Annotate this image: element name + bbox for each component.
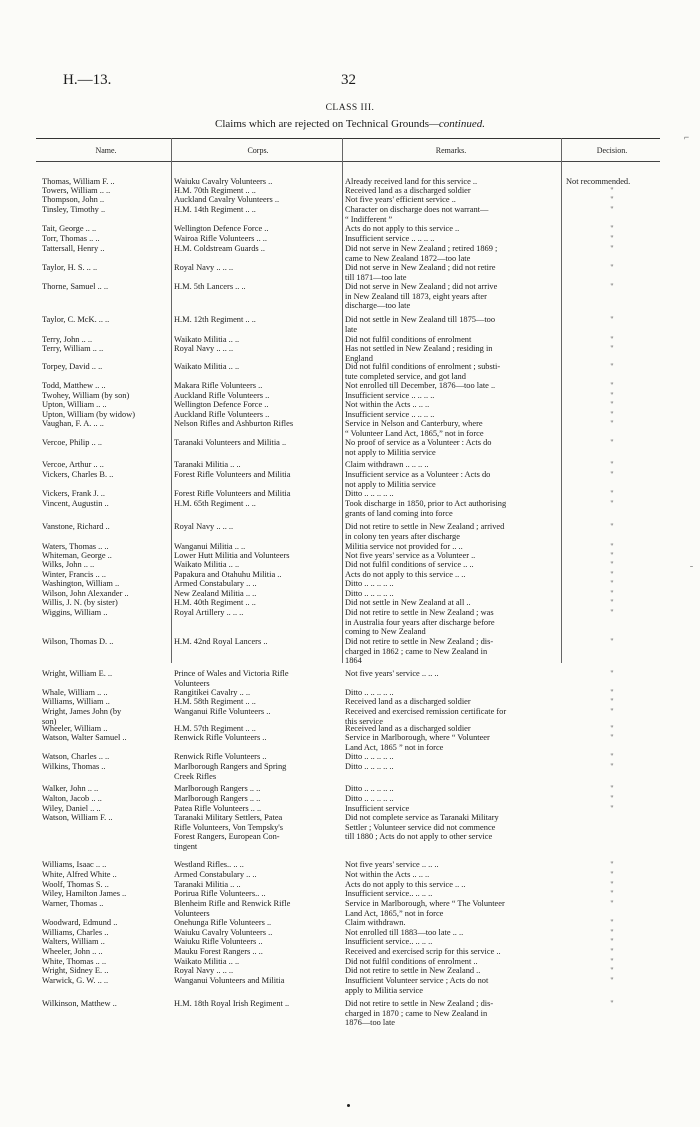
remarks-cell: Acts do not apply to this service .. .. xyxy=(345,570,466,579)
remarks-cell: Insufficient service .. .. .. .. xyxy=(345,391,435,400)
decision-cell: " xyxy=(610,499,614,508)
remarks-cell: Not enrolled till 1883—too late .. .. xyxy=(345,928,464,937)
claimant-name: Upton, William .. .. xyxy=(42,400,107,409)
corps-cell: Westland Rifles.. .. .. xyxy=(174,860,244,869)
claimant-name: Vercoe, Philip .. .. xyxy=(42,438,103,447)
remarks-cell-continued: discharge—too late xyxy=(345,301,411,311)
corps-cell: Waikato Militia .. .. xyxy=(174,362,240,371)
remarks-cell: Did not settle in New Zealand till 1875—too xyxy=(345,315,496,324)
column-divider xyxy=(561,138,562,663)
decision-cell: " xyxy=(610,918,614,927)
claimant-name: Walton, Jacob .. .. xyxy=(42,794,102,803)
corps-cell: Royal Artillery .. .. .. xyxy=(174,608,244,617)
decision-cell: " xyxy=(610,224,614,233)
claimant-name: Williams, William .. xyxy=(42,697,110,706)
remarks-cell-continued: in colony ten years after discharge xyxy=(345,531,460,541)
claimant-name: Willis, J. N. (by sister) xyxy=(42,598,118,607)
decision-cell: " xyxy=(610,344,614,353)
table-subtitle xyxy=(0,118,700,130)
claimant-name: Vickers, Charles B. .. xyxy=(42,470,114,479)
decision-cell: " xyxy=(610,733,614,742)
claimant-name: Wilks, John .. .. xyxy=(42,560,95,569)
subtitle-lead: Claims which are rejected on Technical Grounds xyxy=(215,118,430,130)
remarks-cell-continued: late xyxy=(345,324,358,334)
claimant-name: Wright, James John (by xyxy=(42,707,122,716)
decision-cell: " xyxy=(610,669,614,678)
corps-cell: Waikato Militia .. .. xyxy=(174,957,240,966)
remarks-cell: Not five years' service as a Volunteer .. xyxy=(345,551,476,560)
remarks-cell-continued: apply to Militia service xyxy=(345,985,423,995)
decision-cell: " xyxy=(610,889,614,898)
decision-cell: " xyxy=(610,784,614,793)
claimant-name: White, Thomas .. .. xyxy=(42,957,107,966)
decision-cell: " xyxy=(610,391,614,400)
corps-cell: Wellington Defence Force .. xyxy=(174,400,269,409)
decision-cell: " xyxy=(610,419,614,428)
claimant-name: Woolf, Thomas S. .. xyxy=(42,880,109,889)
corps-cell: Wairoa Rifle Volunteers .. .. xyxy=(174,234,267,243)
decision-cell: " xyxy=(610,966,614,975)
remarks-cell: Already received land for this service .. xyxy=(345,177,478,186)
corps-cell: H.M. 18th Royal Irish Regiment .. xyxy=(174,999,290,1008)
remarks-cell-continued: coming to New Zealand xyxy=(345,627,426,637)
corps-cell: Taranaki Militia .. .. xyxy=(174,880,241,889)
corps-cell: Taranaki Volunteers and Militia .. xyxy=(174,438,287,447)
corps-cell: Onehunga Rifle Volunteers .. xyxy=(174,918,272,927)
corps-cell: Waikato Militia .. .. xyxy=(174,560,240,569)
corps-cell: Renwick Rifle Volunteers .. xyxy=(174,752,267,761)
column-header-name: Name. xyxy=(95,146,117,155)
decision-cell: " xyxy=(610,362,614,371)
remarks-cell-continued: 1864 xyxy=(345,656,362,666)
corps-cell: Prince of Wales and Victoria Rifle xyxy=(174,669,289,678)
decision-cell: " xyxy=(610,794,614,803)
remarks-cell-continued: “ Indifferent ” xyxy=(345,214,393,224)
decision-cell: " xyxy=(610,551,614,560)
decision-cell: " xyxy=(610,928,614,937)
corps-cell: H.M. 5th Lancers .. .. xyxy=(174,282,246,291)
decision-cell: " xyxy=(610,688,614,697)
claimant-name: Whiteman, George .. xyxy=(42,551,112,560)
decision-cell: " xyxy=(610,724,614,733)
claimant-name: Vaughan, F. A. .. .. xyxy=(42,419,104,428)
decision-cell: " xyxy=(610,282,614,291)
claimant-name: Tattersall, Henry .. xyxy=(42,244,105,253)
claimant-name: Towers, William .. .. xyxy=(42,186,111,195)
decision-cell: " xyxy=(610,560,614,569)
corps-cell: Waiuku Rifle Volunteers .. xyxy=(174,937,263,946)
remarks-cell: Insufficient service as a Volunteer : Acts do xyxy=(345,470,491,479)
corps-cell: H.M. 42nd Royal Lancers .. xyxy=(174,637,268,646)
claimant-name: Wright, Sidney E. .. xyxy=(42,966,109,975)
remarks-cell: Ditto .. .. .. .. .. xyxy=(345,752,394,761)
remarks-cell: Ditto .. .. .. .. .. xyxy=(345,784,394,793)
corps-cell: Royal Navy .. .. .. xyxy=(174,522,234,531)
decision-cell: " xyxy=(610,205,614,214)
claimant-name: Wilson, John Alexander .. xyxy=(42,589,129,598)
claimant-name: Warwick, G. W. .. .. xyxy=(42,976,109,985)
page-bullet xyxy=(347,1104,350,1107)
decision-cell: " xyxy=(610,608,614,617)
claimant-name: Wheeler, John .. .. xyxy=(42,947,103,956)
claimant-name: Todd, Matthew .. .. xyxy=(42,381,106,390)
claimant-name: Twohey, William (by son) xyxy=(42,391,130,400)
column-divider xyxy=(171,138,172,663)
claimant-name: Vercoe, Arthur .. .. xyxy=(42,460,104,469)
corps-cell: Taranaki Militia .. .. xyxy=(174,460,241,469)
remarks-cell-continued: not apply to Militia service xyxy=(345,479,436,489)
claimant-name: Tait, George .. .. xyxy=(42,224,97,233)
decision-cell: " xyxy=(610,195,614,204)
remarks-cell: Received and exercised remission certificate for xyxy=(345,707,507,716)
remarks-cell-continued: in Australia four years after discharge before xyxy=(345,617,495,627)
claimant-name: Walker, John .. .. xyxy=(42,784,99,793)
claimant-name: Wilson, Thomas D. .. xyxy=(42,637,114,646)
decision-cell: " xyxy=(610,263,614,272)
column-header-decision: Decision. xyxy=(596,146,628,155)
corps-cell: Makara Rifle Volunteers .. xyxy=(174,381,263,390)
corps-cell: Royal Navy .. .. .. xyxy=(174,966,234,975)
column-divider xyxy=(342,138,343,663)
claimant-name: Upton, William (by widow) xyxy=(42,410,136,419)
claimant-name: Watson, Walter Samuel .. xyxy=(42,733,127,742)
margin-mark: ˗ xyxy=(690,560,693,570)
remarks-cell-continued: charged in 1870 ; came to New Zealand in xyxy=(345,1008,488,1018)
corps-cell-continued: tingent xyxy=(174,842,198,852)
remarks-cell: Received land as a discharged soldier xyxy=(345,697,471,706)
remarks-cell: Did not retire to settle in New Zealand ; was xyxy=(345,608,494,617)
corps-cell: Papakura and Otahuhu Militia .. xyxy=(174,570,282,579)
claimant-name: Torr, Thomas .. .. xyxy=(42,234,100,243)
remarks-cell: Insufficient Volunteer service ; Acts do not xyxy=(345,976,489,985)
remarks-cell: Acts do not apply to this service .. .. xyxy=(345,880,466,889)
claimant-name: Whale, William .. .. xyxy=(42,688,108,697)
claimant-name: Waters, Thomas .. .. xyxy=(42,542,109,551)
remarks-cell: Did not retire to settle in New Zealand ; dis- xyxy=(345,999,494,1008)
remarks-cell-continued: came to New Zealand 1872—too late xyxy=(345,253,471,263)
decision-cell: " xyxy=(610,579,614,588)
claimant-name: Washington, William .. xyxy=(42,579,120,588)
claimant-name: Tinsley, Timothy .. xyxy=(42,205,106,214)
remarks-cell: Not enrolled till December, 1876—too late .. xyxy=(345,381,496,390)
remarks-cell: Ditto .. .. .. .. .. xyxy=(345,688,394,697)
remarks-cell: No proof of service as a Volunteer : Acts do xyxy=(345,438,492,447)
corps-cell-continued: Creek Rifles xyxy=(174,771,217,781)
remarks-cell: Did not serve in New Zealand ; did not arrive xyxy=(345,282,498,291)
table-top-rule xyxy=(36,138,660,139)
claimant-name: Winter, Francis .. .. xyxy=(42,570,106,579)
claimant-name: Wright, William E. .. xyxy=(42,669,113,678)
remarks-cell-continued: Land Act, 1865 ” not in force xyxy=(345,742,444,752)
decision-cell: " xyxy=(610,947,614,956)
class-title: CLASS III. xyxy=(325,103,375,113)
remarks-cell: Did not fulfil conditions of enrolment xyxy=(345,335,472,344)
corps-cell: Marlborough Rangers .. .. xyxy=(174,784,261,793)
corps-cell: Auckland Rifle Volunteers .. xyxy=(174,391,270,400)
corps-cell: H.M. 58th Regiment .. .. xyxy=(174,697,256,706)
corps-cell: Wanganui Volunteers and Militia xyxy=(174,976,285,985)
remarks-cell: Ditto .. .. .. .. .. xyxy=(345,589,394,598)
corps-cell: H.M. 12th Regiment .. .. xyxy=(174,315,256,324)
corps-cell: Auckland Cavalry Volunteers .. xyxy=(174,195,280,204)
corps-cell: H.M. 40th Regiment .. .. xyxy=(174,598,256,607)
page-number: 32 xyxy=(341,72,356,88)
decision-cell: " xyxy=(610,234,614,243)
claimant-name: Wiley, Hamilton James .. xyxy=(42,889,127,898)
claimant-name: White, Alfred White .. xyxy=(42,870,117,879)
corps-cell-continued: Volunteers xyxy=(174,678,210,688)
claimant-name: Williams, Charles .. xyxy=(42,928,109,937)
decision-cell: " xyxy=(610,186,614,195)
remarks-cell-continued: Land Act, 1865,” not in force xyxy=(345,908,444,918)
claimant-name: Terry, John .. .. xyxy=(42,335,93,344)
corps-cell: Taranaki Military Settlers, Patea xyxy=(174,813,283,822)
remarks-cell: Ditto .. .. .. .. .. xyxy=(345,579,394,588)
decision-cell: " xyxy=(610,598,614,607)
remarks-cell: Did not fulfil conditions of enrolment .. xyxy=(345,957,478,966)
remarks-cell: Acts do not apply to this service .. xyxy=(345,224,460,233)
claimant-name: Wilkins, Thomas .. xyxy=(42,762,106,771)
corps-cell: New Zealand Militia .. .. xyxy=(174,589,257,598)
corps-cell: Wanganui Rifle Volunteers .. xyxy=(174,707,271,716)
corps-cell: Marlborough Rangers .. .. xyxy=(174,794,261,803)
corps-cell: Waiuku Cavalry Volunteers .. xyxy=(174,928,273,937)
decision-cell: " xyxy=(610,860,614,869)
remarks-cell: Did not retire to settle in New Zealand ; arrived xyxy=(345,522,505,531)
corps-cell: Royal Navy .. .. .. xyxy=(174,344,234,353)
corps-cell: Waiuku Cavalry Volunteers .. xyxy=(174,177,273,186)
claimant-name: Warner, Thomas .. xyxy=(42,899,104,908)
corps-cell-continued: Forest Rangers, European Con- xyxy=(174,832,280,842)
claimant-name: Taylor, C. McK. .. .. xyxy=(42,315,110,324)
corps-cell: Wellington Defence Force .. xyxy=(174,224,269,233)
decision-cell: " xyxy=(610,381,614,390)
corps-cell-continued: Rifle Volunteers, Von Tempsky's xyxy=(174,822,284,832)
remarks-cell: Service in Marlborough, where “ The Volunteer xyxy=(345,899,505,908)
claimant-name: Thomas, William F. .. xyxy=(42,177,115,186)
remarks-cell-continued: till 1871—too late xyxy=(345,272,407,282)
remarks-cell: Not five years' efficient service .. xyxy=(345,195,456,204)
remarks-cell: Took discharge in 1850, prior to Act authorising xyxy=(345,499,507,508)
corps-cell: Wanganui Militia .. .. xyxy=(174,542,246,551)
corps-cell: Royal Navy .. .. .. xyxy=(174,263,234,272)
claimant-name: Wiggins, William .. xyxy=(42,608,108,617)
claimant-name: Watson, William F. .. xyxy=(42,813,113,822)
corps-cell: Armed Constabulary .. .. xyxy=(174,579,257,588)
claimant-name: Vincent, Augustin .. xyxy=(42,499,109,508)
corps-cell: Blenheim Rifle and Renwick Rifle xyxy=(174,899,291,908)
remarks-cell: Did not serve in New Zealand ; did not retire xyxy=(345,263,496,272)
remarks-cell: Not five years' service .. .. .. xyxy=(345,860,439,869)
remarks-cell-continued: England xyxy=(345,353,373,363)
corps-cell: Auckland Rifle Volunteers .. xyxy=(174,410,270,419)
remarks-cell: Received land as a discharged soldier xyxy=(345,186,471,195)
claimant-name: Woodward, Edmund .. xyxy=(42,918,118,927)
decision-cell: " xyxy=(610,470,614,479)
remarks-cell: Did not complete service as Taranaki Military xyxy=(345,813,499,822)
decision-cell: " xyxy=(610,522,614,531)
decision-cell: " xyxy=(610,976,614,985)
corps-cell: H.M. Coldstream Guards .. xyxy=(174,244,265,253)
claimant-name: Thorne, Samuel .. .. xyxy=(42,282,109,291)
remarks-cell: Has not settled in New Zealand ; residing in xyxy=(345,344,493,353)
decision-cell: " xyxy=(610,637,614,646)
remarks-cell: Ditto .. .. .. .. .. xyxy=(345,762,394,771)
remarks-cell-continued: “ Volunteer Land Act, 1865,” not in force xyxy=(345,428,484,438)
remarks-cell: Did not retire to settle in New Zealand .. xyxy=(345,966,481,975)
table-header-rule xyxy=(36,161,660,162)
corps-cell: Nelson Rifles and Ashburton Rifles xyxy=(174,419,294,428)
remarks-cell-continued: 1876—too late xyxy=(345,1018,396,1028)
claimant-name: Torpey, David .. .. xyxy=(42,362,103,371)
decision-cell: " xyxy=(610,315,614,324)
corps-cell: Rangitikei Cavalry .. .. xyxy=(174,688,251,697)
claimant-name: Taylor, H. S. .. .. xyxy=(42,263,98,272)
document-reference: H.—13. xyxy=(63,72,112,88)
remarks-cell: Not within the Acts .. .. .. xyxy=(345,870,430,879)
decision-cell: " xyxy=(610,410,614,419)
corps-cell: H.M. 65th Regiment .. .. xyxy=(174,499,256,508)
decision-cell: " xyxy=(610,244,614,253)
decision-cell: " xyxy=(610,870,614,879)
claimant-name: Watson, Charles .. .. xyxy=(42,752,110,761)
claimant-name: Wiley, Daniel .. .. xyxy=(42,804,101,813)
decision-cell: " xyxy=(610,999,614,1008)
remarks-cell-continued: tute completed service, and got land xyxy=(345,371,466,381)
subtitle-continued: —continued. xyxy=(429,118,485,130)
remarks-cell: Service in Nelson and Canterbury, where xyxy=(345,419,483,428)
corps-cell: Patea Rifle Volunteers .. .. xyxy=(174,804,262,813)
decision-cell: " xyxy=(610,697,614,706)
remarks-cell-continued: charged in 1862 ; came to New Zealand in xyxy=(345,646,488,656)
remarks-cell: Did not fulfil conditions of service .. .. xyxy=(345,560,474,569)
remarks-cell: Insufficient service .. .. .. .. xyxy=(345,234,435,243)
decision-cell: " xyxy=(610,570,614,579)
decision-cell: " xyxy=(610,804,614,813)
corps-cell: Armed Constabulary .. .. xyxy=(174,870,257,879)
margin-mark: ⌐ xyxy=(684,132,690,142)
decision-cell: " xyxy=(610,335,614,344)
remarks-cell: Did not fulfil conditions of enrolment ; substi- xyxy=(345,362,501,371)
decision-cell: " xyxy=(610,400,614,409)
column-header-remarks: Remarks. xyxy=(435,146,467,155)
decision-cell: " xyxy=(610,707,614,716)
corps-cell: Renwick Rifle Volunteers .. xyxy=(174,733,267,742)
remarks-cell: Not within the Acts .. .. .. xyxy=(345,400,430,409)
corps-cell: Porirua Rifle Volunteers.. .. xyxy=(174,889,266,898)
remarks-cell-continued: in New Zealand till 1873, eight years after xyxy=(345,291,487,301)
claimant-name: Wilkinson, Matthew .. xyxy=(42,999,117,1008)
corps-cell: H.M. 14th Regiment .. .. xyxy=(174,205,256,214)
remarks-cell: Militia service not provided for .. .. xyxy=(345,542,463,551)
remarks-cell: Insufficient service.. .. .. .. xyxy=(345,937,433,946)
remarks-cell: Ditto .. .. .. .. .. xyxy=(345,794,394,803)
claimant-name: Terry, William .. .. xyxy=(42,344,104,353)
column-header-corps: Corps. xyxy=(247,146,269,155)
decision-cell: " xyxy=(610,880,614,889)
remarks-cell: Ditto .. .. .. .. .. xyxy=(345,489,394,498)
claimant-name: Vanstone, Richard .. xyxy=(42,522,110,531)
remarks-cell: Received and exercised scrip for this service .. xyxy=(345,947,501,956)
decision-cell: Not recommended. xyxy=(566,177,631,186)
remarks-cell: Received land as a discharged soldier xyxy=(345,724,471,733)
corps-cell: Mauku Forest Rangers .. .. xyxy=(174,947,263,956)
decision-cell: " xyxy=(610,957,614,966)
decision-cell: " xyxy=(610,460,614,469)
claimant-name: Wheeler, William .. xyxy=(42,724,108,733)
remarks-cell: Claim withdrawn. xyxy=(345,918,406,927)
remarks-cell: Character on discharge does not warrant— xyxy=(345,205,489,214)
remarks-cell: Not five years' service .. .. .. xyxy=(345,669,439,678)
decision-cell: " xyxy=(610,762,614,771)
remarks-cell: Insufficient service .. .. .. .. xyxy=(345,410,435,419)
corps-cell: Forest Rifle Volunteers and Militia xyxy=(174,470,291,479)
remarks-cell: Did not settle in New Zealand at all .. xyxy=(345,598,471,607)
corps-cell: Waikato Militia .. .. xyxy=(174,335,240,344)
corps-cell: H.M. 57th Regiment .. .. xyxy=(174,724,256,733)
decision-cell: " xyxy=(610,937,614,946)
remarks-cell: Did not retire to settle in New Zealand ; dis- xyxy=(345,637,494,646)
remarks-cell: Did not serve in New Zealand ; retired 1869 ; xyxy=(345,244,498,253)
remarks-cell: Insufficient service xyxy=(345,804,410,813)
remarks-cell: Claim withdrawn .. .. .. .. xyxy=(345,460,429,469)
corps-cell: Lower Hutt Militia and Volunteers xyxy=(174,551,290,560)
decision-cell: " xyxy=(610,489,614,498)
claimant-name: Walters, William .. xyxy=(42,937,105,946)
corps-cell-continued: Volunteers xyxy=(174,908,210,918)
decision-cell: " xyxy=(610,542,614,551)
decision-cell: " xyxy=(610,752,614,761)
claimant-name: Williams, Isaac .. .. xyxy=(42,860,107,869)
remarks-cell: Service in Marlborough, where “ Volunteer xyxy=(345,733,490,742)
corps-cell: Forest Rifle Volunteers and Militia xyxy=(174,489,291,498)
remarks-cell-continued: grants of land coming into force xyxy=(345,508,453,518)
corps-cell: Marlborough Rangers and Spring xyxy=(174,762,287,771)
remarks-cell-continued: Settler ; Volunteer service did not commence xyxy=(345,822,496,832)
remarks-cell-continued: this service xyxy=(345,716,383,726)
claimant-name: Thompson, John .. xyxy=(42,195,105,204)
claimant-name: Vickers, Frank J. .. xyxy=(42,489,105,498)
decision-cell: " xyxy=(610,438,614,447)
decision-cell: " xyxy=(610,899,614,908)
decision-cell: " xyxy=(610,589,614,598)
remarks-cell: Insufficient service.. .. .. .. xyxy=(345,889,433,898)
remarks-cell-continued: till 1880 ; Acts do not apply to other service xyxy=(345,832,493,842)
claimant-name-continued: son) xyxy=(42,716,57,726)
corps-cell: H.M. 70th Regiment .. .. xyxy=(174,186,256,195)
remarks-cell-continued: not apply to Militia service xyxy=(345,447,436,457)
